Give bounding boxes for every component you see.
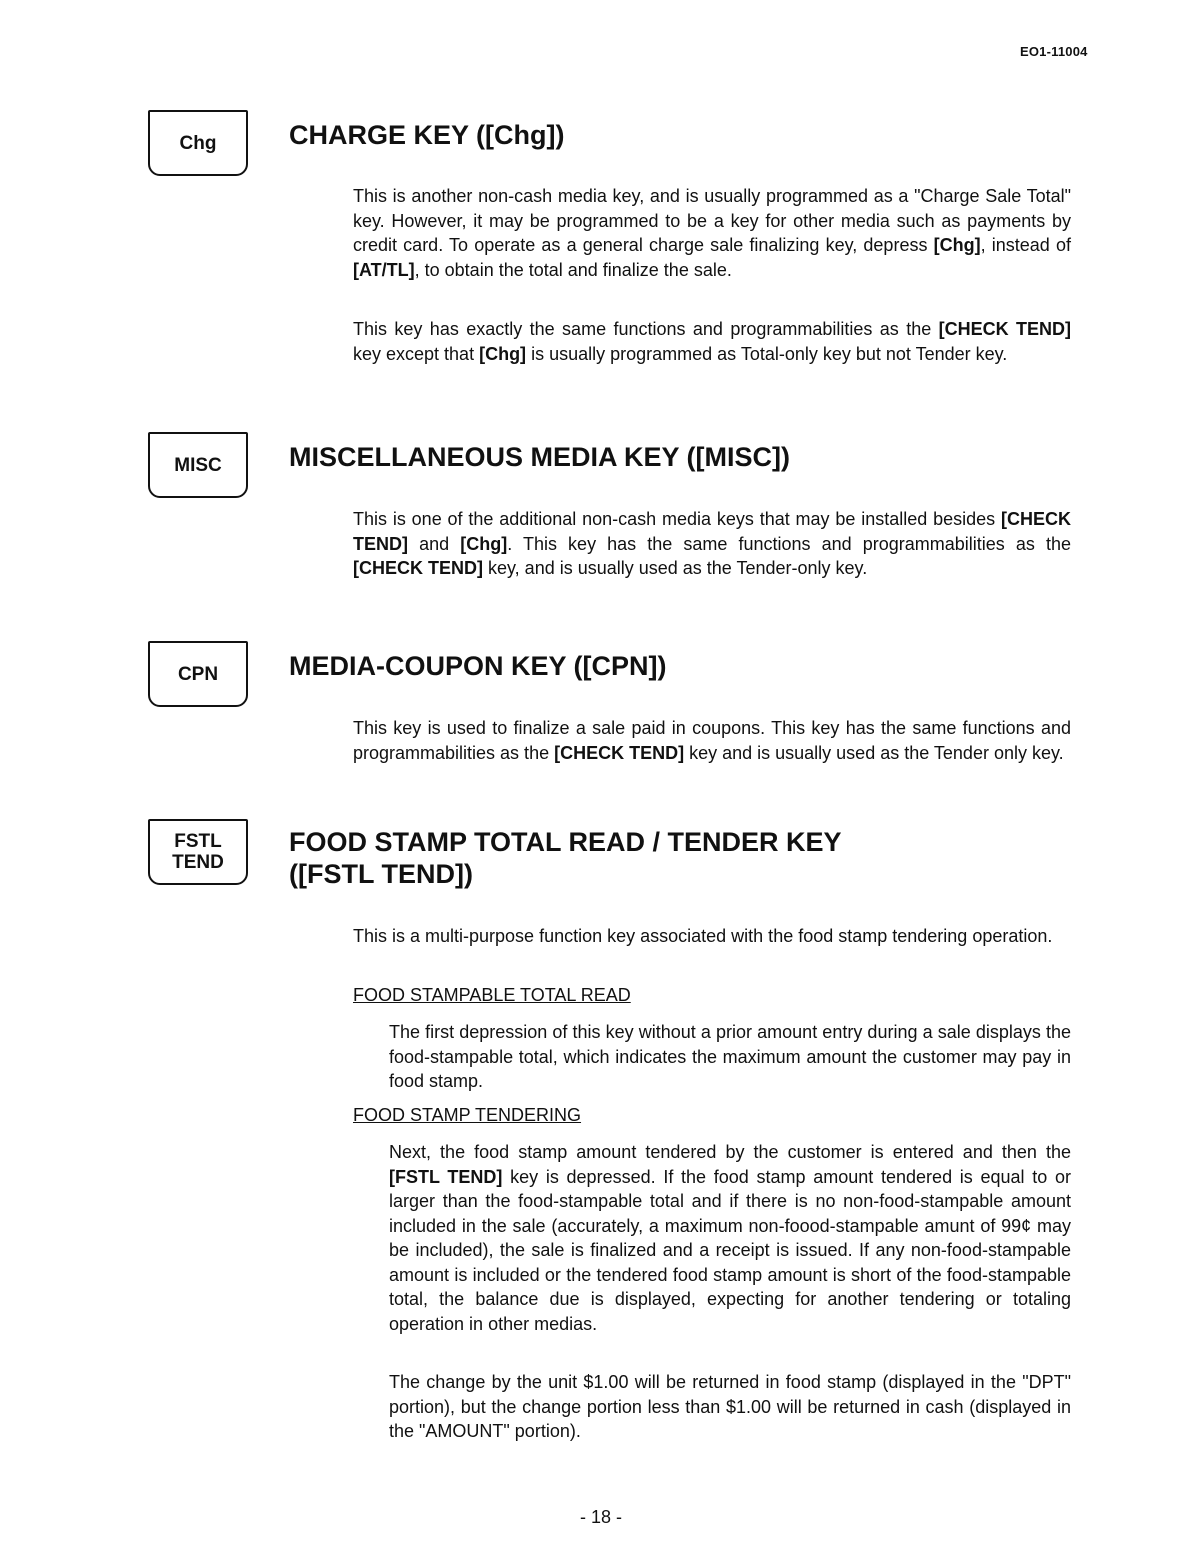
text-run: . This key has the same functions and programmabilities as the bbox=[507, 533, 1071, 554]
text-run: key is depressed. If the food stamp amount tendered is equal to or larger than the food-stampable total and if there is no non-food-stampable amount included in the sale (accurately, a maximum non-foood-stampable amunt of 99¢ may be included), the sale is finalized and a receipt is issued. If any non-food-stampable amount is included or the tendered food stamp amount is short of the food-stampable total, the balance due is displayed, expecting for another tendering or totaling operation in other medias. bbox=[389, 1166, 1072, 1334]
paragraph bbox=[389, 1140, 1071, 1336]
text-run: , to obtain the total and finalize the sale. bbox=[414, 259, 732, 280]
key-reference: [CHECK TEND] bbox=[353, 558, 483, 578]
key-reference: [FSTL TEND] bbox=[389, 1166, 503, 1187]
text-run: key except that bbox=[353, 343, 480, 364]
text-run: , instead of bbox=[980, 235, 1071, 255]
title-line: FOOD STAMP TOTAL READ / TENDER KEY bbox=[289, 827, 842, 857]
paragraph bbox=[353, 507, 1071, 581]
section-title-food-stamp-key bbox=[289, 826, 842, 890]
chg-key-icon bbox=[148, 110, 248, 176]
key-label-line: FSTL bbox=[174, 831, 222, 852]
section-title-misc-key: MISCELLANEOUS MEDIA KEY ([MISC]) bbox=[289, 442, 791, 472]
text-run: key and is usually used as the Tender only key. bbox=[684, 742, 1064, 763]
subheading-food-stampable-total-read: FOOD STAMPABLE TOTAL READ bbox=[353, 985, 631, 1005]
fstl-tend-key-icon bbox=[148, 819, 248, 885]
paragraph bbox=[353, 184, 1071, 282]
key-label-line: MISC bbox=[174, 454, 222, 476]
text-run: This key has exactly the same functions and programmabilities as the bbox=[353, 319, 939, 339]
key-label-line: Chg bbox=[179, 132, 217, 154]
text-run: The first depression of this key without a prior amount entry during a sale displays the food-stampable total, which indicates the maximum amount the customer may pay in food stamp. bbox=[389, 1022, 1071, 1091]
key-reference: [CHECK TEND] bbox=[554, 742, 685, 763]
key-reference: [CHECK TEND] bbox=[353, 509, 1071, 554]
paragraph bbox=[389, 1020, 1071, 1094]
key-label-line: CPN bbox=[177, 663, 219, 685]
key-reference: [Chg] bbox=[460, 533, 508, 554]
text-run: This is one of the additional non-cash media keys that may be installed besides bbox=[353, 509, 1001, 529]
page-number: - 18 - bbox=[579, 1507, 622, 1527]
text-run: This is a multi-purpose function key associated with the food stamp tendering operation. bbox=[353, 926, 1053, 946]
misc-key-icon bbox=[148, 432, 248, 498]
text-run: is usually programmed as Total-only key but not Tender key. bbox=[526, 343, 1008, 364]
paragraph bbox=[353, 924, 1071, 949]
subheading-food-stamp-tendering: FOOD STAMP TENDERING bbox=[353, 1105, 582, 1125]
key-reference: [AT/TL] bbox=[353, 259, 415, 280]
section-title-coupon-key: MEDIA-COUPON KEY ([CPN]) bbox=[289, 651, 667, 681]
paragraph bbox=[353, 716, 1071, 765]
cpn-key-icon bbox=[148, 641, 248, 707]
text-run: This key is used to finalize a sale paid in coupons. This key has the same functions and programmabilities as the bbox=[353, 718, 1071, 763]
section-title-charge-key: CHARGE KEY ([Chg]) bbox=[289, 120, 565, 150]
paragraph bbox=[389, 1370, 1071, 1444]
text-run: key, and is usually used as the Tender-only key. bbox=[483, 558, 868, 578]
text-run: This is another non-cash media key, and is usually programmed as a "Charge Sale Total" key. However, it may be programmed to be a key for other media such as payments by credit card. To operate as a general charge sale finalizing key, depress bbox=[353, 186, 1071, 255]
title-line: ([FSTL TEND]) bbox=[289, 859, 473, 889]
key-reference: [Chg] bbox=[933, 235, 981, 255]
paragraph bbox=[353, 317, 1071, 366]
key-label-line: TEND bbox=[172, 852, 224, 873]
text-run: and bbox=[408, 533, 461, 554]
key-reference: [CHECK TEND] bbox=[938, 319, 1071, 339]
key-reference: [Chg] bbox=[479, 343, 527, 364]
text-run: The change by the unit $1.00 will be returned in food stamp (displayed in the "DPT" portion), but the change portion less than $1.00 will be returned in cash (displayed in the "AMOUNT" portion). bbox=[389, 1372, 1071, 1441]
text-run: Next, the food stamp amount tendered by the customer is entered and then the bbox=[389, 1142, 1071, 1162]
document-code: EO1-11004 bbox=[1020, 44, 1088, 59]
